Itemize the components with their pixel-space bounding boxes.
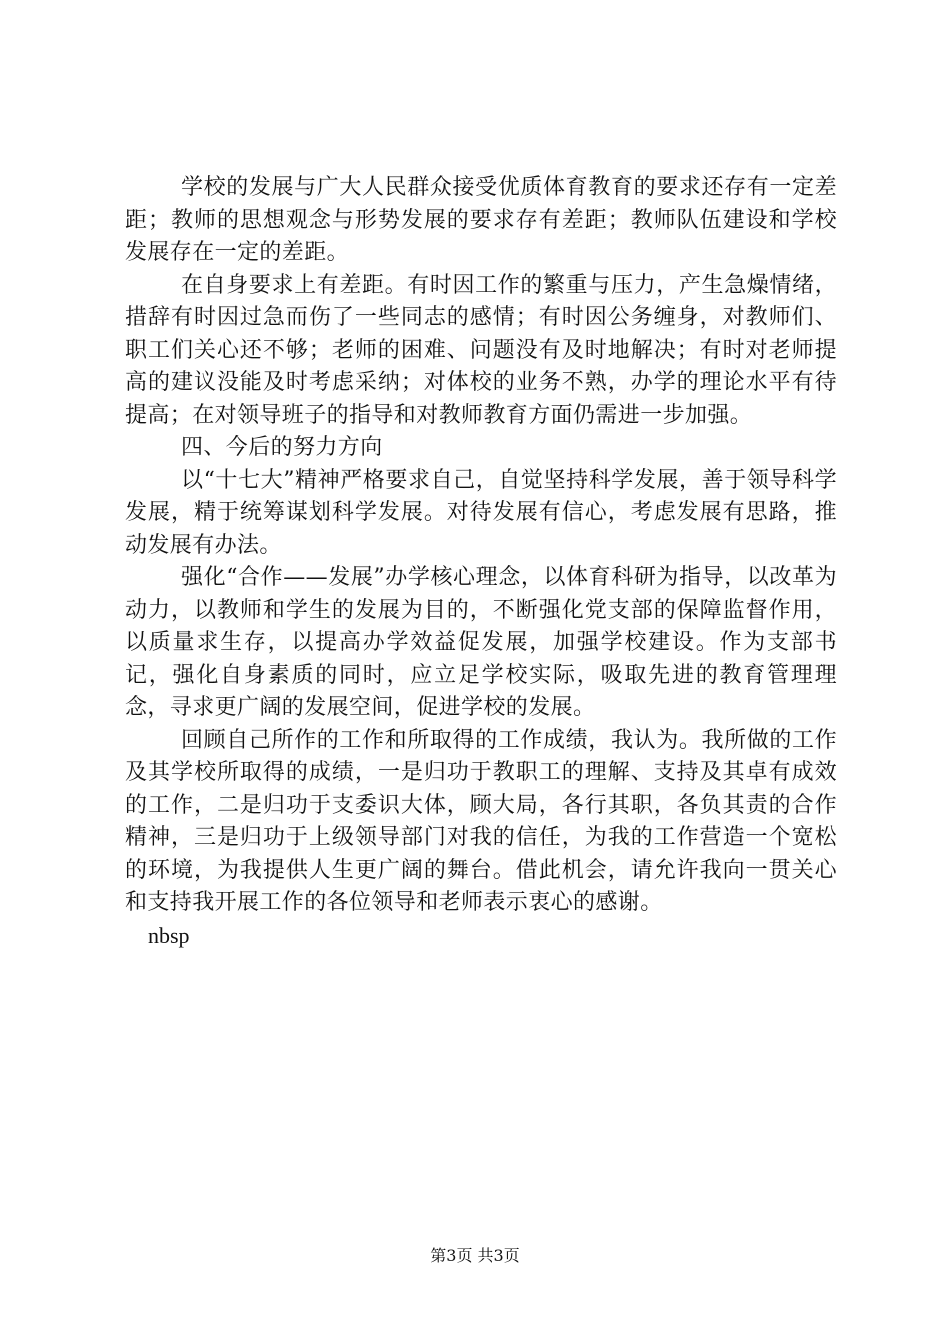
paragraph-cooperation-development: 强化“合作——发展”办学核心理念，以体育科研为指导，以改革为动力，以教师和学生的发展为目的，不断强化党支部的保障监督作用，以质量求生存，以提高办学效益促发展，加强学校建设。作为支部书记，强化自身素质的同时，应立足学校实际，吸取先进的教育管理理念，寻求更广阔的发展空间，促进学校的发展。 (125, 565, 837, 720)
paragraph-gaps-development: 学校的发展与广大人民群众接受优质体育教育的要求还存有一定差距；教师的思想观念与形势发展的要求存有差距；教师队伍建设和学校发展存在一定的差距。 (125, 175, 837, 265)
paragraph-review-thanks: 回顾自己所作的工作和所取得的工作成绩，我认为。我所做的工作及其学校所取得的成绩，一是归功于教职工的理解、支持及其卓有成效的工作，二是归功于支委识大体，顾大局，各行其职，各负其责的合作精神，三是归功于上级领导部门对我的信任，为我的工作营造一个宽松的环境，为我提供人生更广阔的舞台。借此机会，请允许我向一贯关心和支持我开展工作的各位领导和老师表示衷心的感谢。 (125, 727, 837, 915)
document-body (125, 172, 837, 952)
page-footer: 第3页 共3页 (430, 1246, 520, 1265)
paragraph-self-requirement: 在自身要求上有差距。有时因工作的繁重与压力，产生急燥情绪，措辞有时因过急而伤了一些同志的感情；有时因公务缠身，对教师们、职工们关心还不够；老师的困难、问题没有及时地解决；有时对老师提高的建议没能及时考虑采纳；对体校的业务不熟，办学的理论水平有待提高；在对领导班子的指导和对教师教育方面仍需进一步加强。 (125, 272, 837, 428)
section-heading-future-direction: 四、今后的努力方向 (181, 435, 383, 460)
paragraph-seventeenth-congress: 以“十七大”精神严格要求自己，自觉坚持科学发展，善于领导科学发展，精于统筹谋划科学发展。对待发展有信心，考虑发展有思路，推动发展有办法。 (125, 467, 837, 558)
residue-text: nbsp (148, 922, 190, 948)
